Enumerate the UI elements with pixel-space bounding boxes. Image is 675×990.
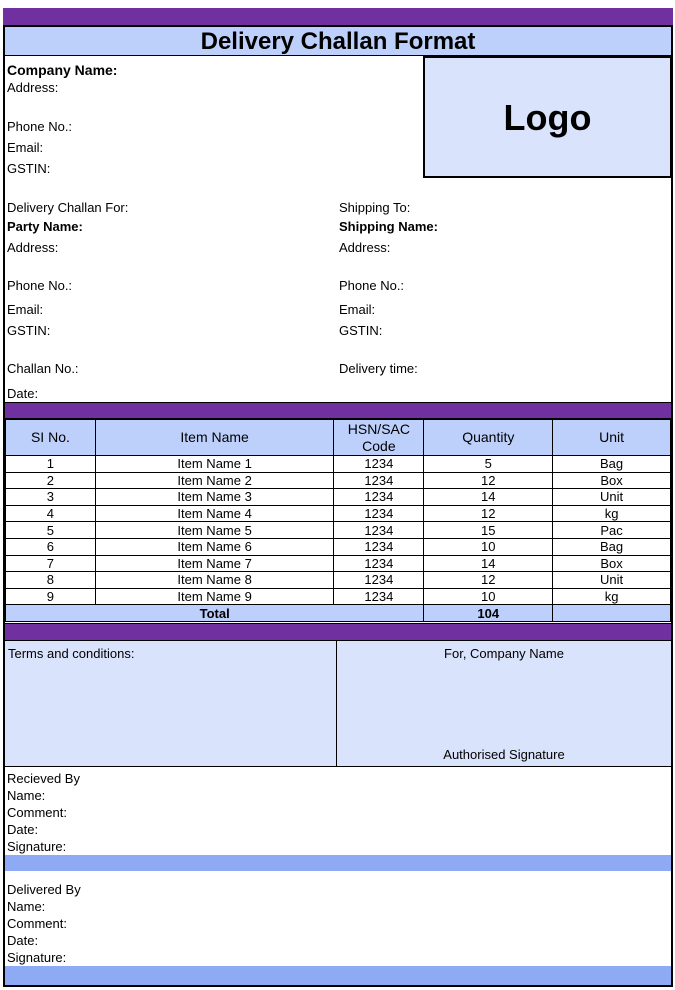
company-address-label: Address:: [7, 80, 59, 95]
cell-hsn-code: 1234: [334, 538, 424, 555]
received-comment-label: Comment:: [7, 805, 67, 820]
cell-quantity: 10: [424, 588, 553, 605]
cell-unit: kg: [553, 588, 671, 605]
logo-text: Logo: [503, 97, 592, 138]
cell-item-name: Item Name 7: [95, 555, 334, 572]
shipping-address-label: Address:: [339, 240, 391, 255]
total-unit-empty: [553, 605, 671, 622]
total-quantity: 104: [424, 605, 553, 622]
cell-quantity: 10: [424, 538, 553, 555]
cell-quantity: 14: [424, 489, 553, 506]
total-label: Total: [6, 605, 424, 622]
delivered-comment-label: Comment:: [7, 916, 67, 931]
header-unit: Unit: [553, 420, 671, 456]
cell-hsn-code: 1234: [334, 588, 424, 605]
cell-hsn-code: 1234: [334, 489, 424, 506]
shipping-to-label: Shipping To:: [339, 200, 411, 215]
cell-hsn-code: 1234: [334, 472, 424, 489]
table-row: [6, 489, 671, 506]
table-row: [6, 588, 671, 605]
cell-hsn-code: 1234: [334, 572, 424, 589]
table-row: [6, 522, 671, 539]
cell-quantity: 15: [424, 522, 553, 539]
cell-unit: Unit: [553, 572, 671, 589]
shipping-email-label: Email:: [339, 302, 376, 317]
table-row: [6, 555, 671, 572]
party-gstin-label: GSTIN:: [7, 323, 51, 338]
cell-unit: Box: [553, 555, 671, 572]
table-row: [6, 472, 671, 489]
page-title: Delivery Challan Format: [200, 28, 476, 55]
received-separator: [5, 855, 671, 871]
cell-unit: Bag: [553, 456, 671, 473]
cell-unit: Box: [553, 472, 671, 489]
received-by-heading: Recieved By: [7, 771, 80, 786]
table-row: [6, 572, 671, 589]
cell-item-name: Item Name 1: [95, 456, 334, 473]
cell-unit: Unit: [553, 489, 671, 506]
header-item-name: Item Name: [95, 420, 334, 456]
shipping-phone-label: Phone No.:: [339, 278, 405, 293]
delivered-separator: [5, 966, 671, 985]
cell-item-name: Item Name 2: [95, 472, 334, 489]
company-email-label: Email:: [7, 140, 44, 155]
delivered-name-label: Name:: [7, 899, 46, 914]
cell-hsn-code: 1234: [334, 505, 424, 522]
cell-si-no: 6: [6, 538, 96, 555]
cell-unit: Bag: [553, 538, 671, 555]
cell-quantity: 12: [424, 572, 553, 589]
cell-si-no: 4: [6, 505, 96, 522]
cell-si-no: 2: [6, 472, 96, 489]
company-gstin-label: GSTIN:: [7, 161, 51, 176]
cell-item-name: Item Name 3: [95, 489, 334, 506]
delivery-time-label: Delivery time:: [339, 361, 418, 376]
cell-si-no: 5: [6, 522, 96, 539]
cell-item-name: Item Name 5: [95, 522, 334, 539]
header-hsn-code: HSN/SAC Code: [334, 420, 424, 456]
cell-item-name: Item Name 8: [95, 572, 334, 589]
party-address-label: Address:: [7, 240, 59, 255]
cell-quantity: 12: [424, 505, 553, 522]
party-phone-label: Phone No.:: [7, 278, 73, 293]
cell-si-no: 9: [6, 588, 96, 605]
top-bar: [3, 8, 673, 26]
cell-hsn-code: 1234: [334, 456, 424, 473]
cell-si-no: 8: [6, 572, 96, 589]
party-email-label: Email:: [7, 302, 44, 317]
table-row: [6, 505, 671, 522]
for-company-label: For, Company Name: [444, 646, 564, 661]
cell-quantity: 14: [424, 555, 553, 572]
cell-item-name: Item Name 4: [95, 505, 334, 522]
header-quantity: Quantity: [424, 420, 553, 456]
received-signature-label: Signature:: [7, 839, 67, 854]
table-top-separator: [5, 402, 671, 419]
terms-label: Terms and conditions:: [8, 646, 135, 661]
table-bottom-separator: [5, 623, 671, 641]
received-date-label: Date:: [7, 822, 39, 837]
shipping-gstin-label: GSTIN:: [339, 323, 383, 338]
cell-unit: Pac: [553, 522, 671, 539]
header-si-no: SI No.: [6, 420, 96, 456]
cell-hsn-code: 1234: [334, 555, 424, 572]
authorised-signature-label: Authorised Signature: [443, 747, 565, 762]
table-row: [6, 456, 671, 473]
total-row: [6, 605, 671, 622]
items-table: [5, 419, 671, 622]
received-name-label: Name:: [7, 788, 46, 803]
table-row: [6, 538, 671, 555]
delivered-by-heading: Delivered By: [7, 882, 81, 897]
company-phone-label: Phone No.:: [7, 119, 73, 134]
cell-quantity: 5: [424, 456, 553, 473]
cell-si-no: 3: [6, 489, 96, 506]
delivered-date-label: Date:: [7, 933, 39, 948]
cell-si-no: 7: [6, 555, 96, 572]
cell-quantity: 12: [424, 472, 553, 489]
cell-hsn-code: 1234: [334, 522, 424, 539]
cell-item-name: Item Name 6: [95, 538, 334, 555]
cell-si-no: 1: [6, 456, 96, 473]
party-name-label: Party Name:: [7, 219, 83, 234]
delivered-signature-label: Signature:: [7, 950, 67, 965]
shipping-name-label: Shipping Name:: [339, 219, 438, 234]
challan-no-label: Challan No.:: [7, 361, 79, 376]
cell-item-name: Item Name 9: [95, 588, 334, 605]
cell-unit: kg: [553, 505, 671, 522]
company-name-label: Company Name:: [7, 62, 118, 78]
challan-for-label: Delivery Challan For:: [7, 200, 129, 215]
date-label: Date:: [7, 386, 39, 401]
